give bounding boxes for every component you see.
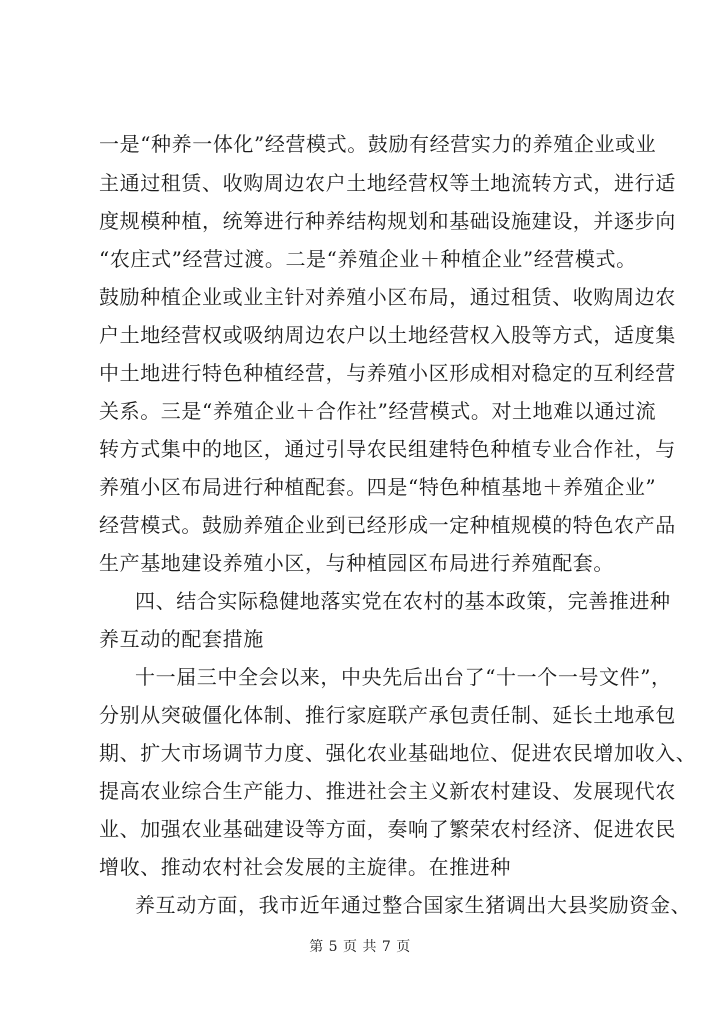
text-line: 增收、推动农村社会发展的主旋律。在推进种 <box>99 855 511 879</box>
text-line: 主通过租赁、收购周边农户土地经营权等土地流转方式，进行适 <box>99 171 676 195</box>
text-line: 分别从突破僵化体制、推行家庭联产承包责任制、延长土地承包 <box>99 703 676 727</box>
text-line: 度规模种植，统筹进行种养结构规划和基础设施建设，并逐步向 <box>99 209 676 233</box>
text-line: 期、扩大市场调节力度、强化农业基础地位、促进农民增加收入、 <box>99 741 697 765</box>
text-line: 经营模式。鼓励养殖企业到已经形成一定种植规模的特色农产品 <box>99 513 676 537</box>
text-line: 养殖小区布局进行种植配套。四是“特色种植基地＋养殖企业” <box>99 475 657 499</box>
text-line: 业、加强农业基础建设等方面，奏响了繁荣农村经济、促进农民 <box>99 817 676 841</box>
text-line: 鼓励种植企业或业主针对养殖小区布局，通过租赁、收购周边农 <box>99 285 676 309</box>
text-line: 一是“种养一体化”经营模式。鼓励有经营实力的养殖企业或业 <box>99 132 657 156</box>
section-heading-line: 养互动的配套措施 <box>99 627 264 651</box>
text-line: 转方式集中的地区，通过引导农民组建特色种植专业合作社，与 <box>99 437 676 461</box>
text-line: 中土地进行特色种植经营，与养殖小区形成相对稳定的互利经营 <box>99 361 676 385</box>
text-line: 关系。三是“养殖企业＋合作社”经营模式。对土地难以通过流 <box>99 399 657 423</box>
text-line: “农庄式”经营过渡。二是“养殖企业＋种植企业”经营模式。 <box>99 247 637 271</box>
text-line: 生产基地建设养殖小区，与种植园区布局进行养殖配套。 <box>99 551 614 575</box>
text-line: 养互动方面，我市近年通过整合国家生猪调出大县奖励资金、 <box>135 893 692 917</box>
text-line: 提高农业综合生产能力、推进社会主义新农村建设、发展现代农 <box>99 779 676 803</box>
section-heading-line: 四、结合实际稳健地落实党在农村的基本政策，完善推进种 <box>135 589 671 613</box>
text-line: 十一届三中全会以来，中央先后出台了“十一个一号文件”， <box>135 665 672 689</box>
page-footer: 第 5 页 共 7 页 <box>309 939 411 955</box>
text-line: 户土地经营权或吸纳周边农户以土地经营权入股等方式，适度集 <box>99 323 676 347</box>
